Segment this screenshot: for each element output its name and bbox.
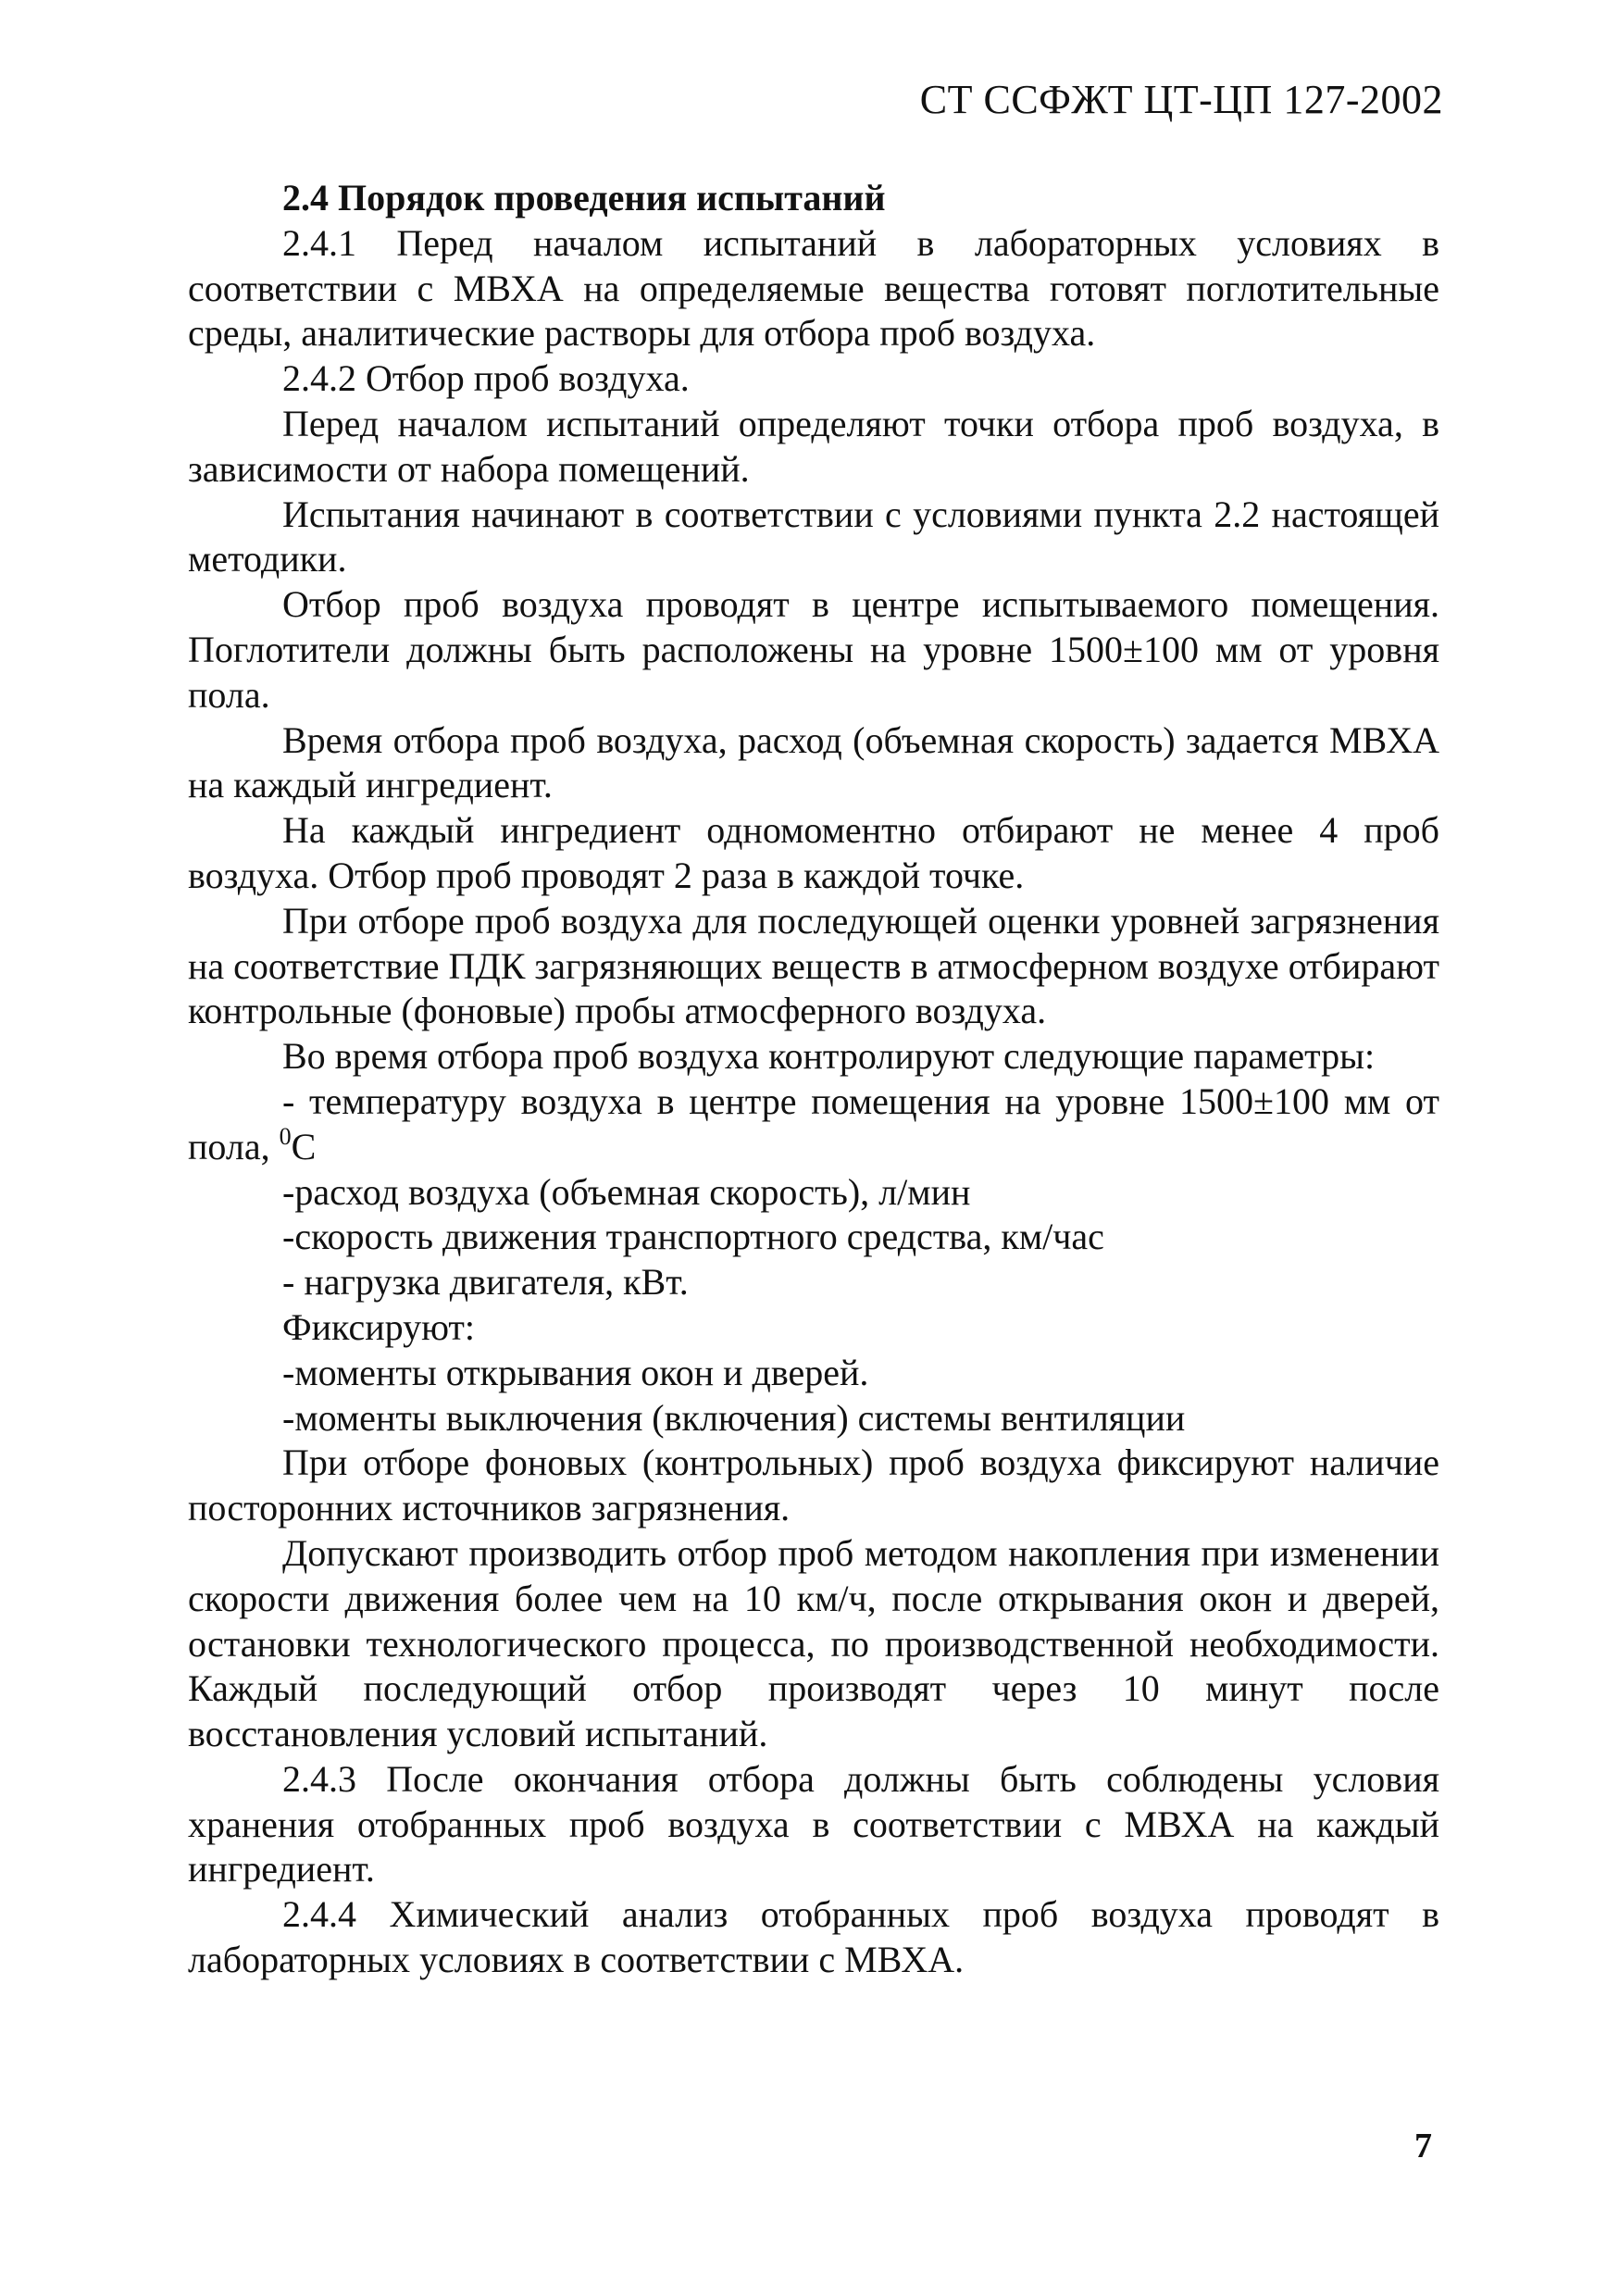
paragraph-2-4-2: 2.4.2 Отбор проб воздуха. xyxy=(282,357,690,400)
paragraph-controlled-parameters: Во время отбора проб воздуха контролируют следующие параметры: xyxy=(282,1035,1376,1078)
param-temperature-text: - температуру воздуха в центре помещения на уровне 1500±100 мм от пола, xyxy=(188,1079,1439,1167)
paragraph-2-4-3: 2.4.3 После окончания отбора должны быть соблюдены условия хранения отобранных проб воздуха в соответствии с МВХА на каждый ингредиент. xyxy=(188,1757,1439,1890)
section-title: 2.4 Порядок проведения испытаний xyxy=(282,177,886,218)
paragraph-2-4-4: 2.4.4 Химический анализ отобранных проб воздуха проводят в лабораторных условиях в соответствии с МВХА. xyxy=(188,1893,1439,1981)
page-number: 7 xyxy=(1414,2127,1432,2165)
param-engine-load: - нагрузка двигателя, кВт. xyxy=(282,1261,689,1304)
param-vehicle-speed: -скорость движения транспортного средства, км/час xyxy=(282,1216,1104,1258)
param-temperature xyxy=(188,1079,1439,1170)
paragraph-pdk-background: При отборе проб воздуха для последующей оценки уровней загрязнения на соответствие ПДК загрязняющих веществ в атмосферном воздухе отбирают контрольные (фоновые) пробы атмосферного воздуха. xyxy=(188,899,1439,1032)
param-temperature-unit: С xyxy=(291,1125,317,1167)
fix-ventilation: -моменты выключения (включения) системы вентиляции xyxy=(282,1396,1186,1439)
document-code-header: СТ ССФЖТ ЦТ-ЦП 127-2002 xyxy=(919,77,1443,122)
fix-label: Фиксируют: xyxy=(282,1305,476,1348)
fix-windows-doors: -моменты открывания окон и дверей. xyxy=(282,1351,869,1393)
paragraph-sampling-time: Время отбора проб воздуха, расход (объемная скорость) задается МВХА на каждый ингредиент. xyxy=(188,718,1439,806)
document-body xyxy=(188,176,1439,1983)
paragraph-sampling-points: Перед началом испытаний определяют точки отбора проб воздуха, в зависимости от набора помещений. xyxy=(188,402,1439,490)
paragraph-accumulation-method: Допускают производить отбор проб методом накопления при изменении скорости движения более чем на 10 км/ч, после открывания окон и дверей, остановки технологического процесса, по производственной необходимости. Каждый последующий отбор производят через 10 минут после восстановления условий испытаний. xyxy=(188,1531,1439,1755)
paragraph-test-start: Испытания начинают в соответствии с условиями пункта 2.2 настоящей методики. xyxy=(188,493,1439,580)
paragraph-sampling-center: Отбор проб воздуха проводят в центре испытываемого помещения. Поглотители должны быть расположены на уровне 1500±100 мм от уровня пола. xyxy=(188,583,1439,716)
paragraph-background-sources: При отборе фоновых (контрольных) проб воздуха фиксируют наличие посторонних источников загрязнения. xyxy=(188,1441,1439,1529)
paragraph-2-4-1: 2.4.1 Перед началом испытаний в лабораторных условиях в соответствии с МВХА на определяемые вещества готовят поглотительные среды, аналитические растворы для отбора проб воздуха. xyxy=(188,221,1439,355)
degree-superscript: 0 xyxy=(279,1122,292,1150)
paragraph-samples-per-ingredient: На каждый ингредиент одномоментно отбирают не менее 4 проб воздуха. Отбор проб проводят 2 раза в каждой точке. xyxy=(188,809,1439,896)
param-air-flow: -расход воздуха (объемная скорость), л/мин xyxy=(282,1170,971,1213)
